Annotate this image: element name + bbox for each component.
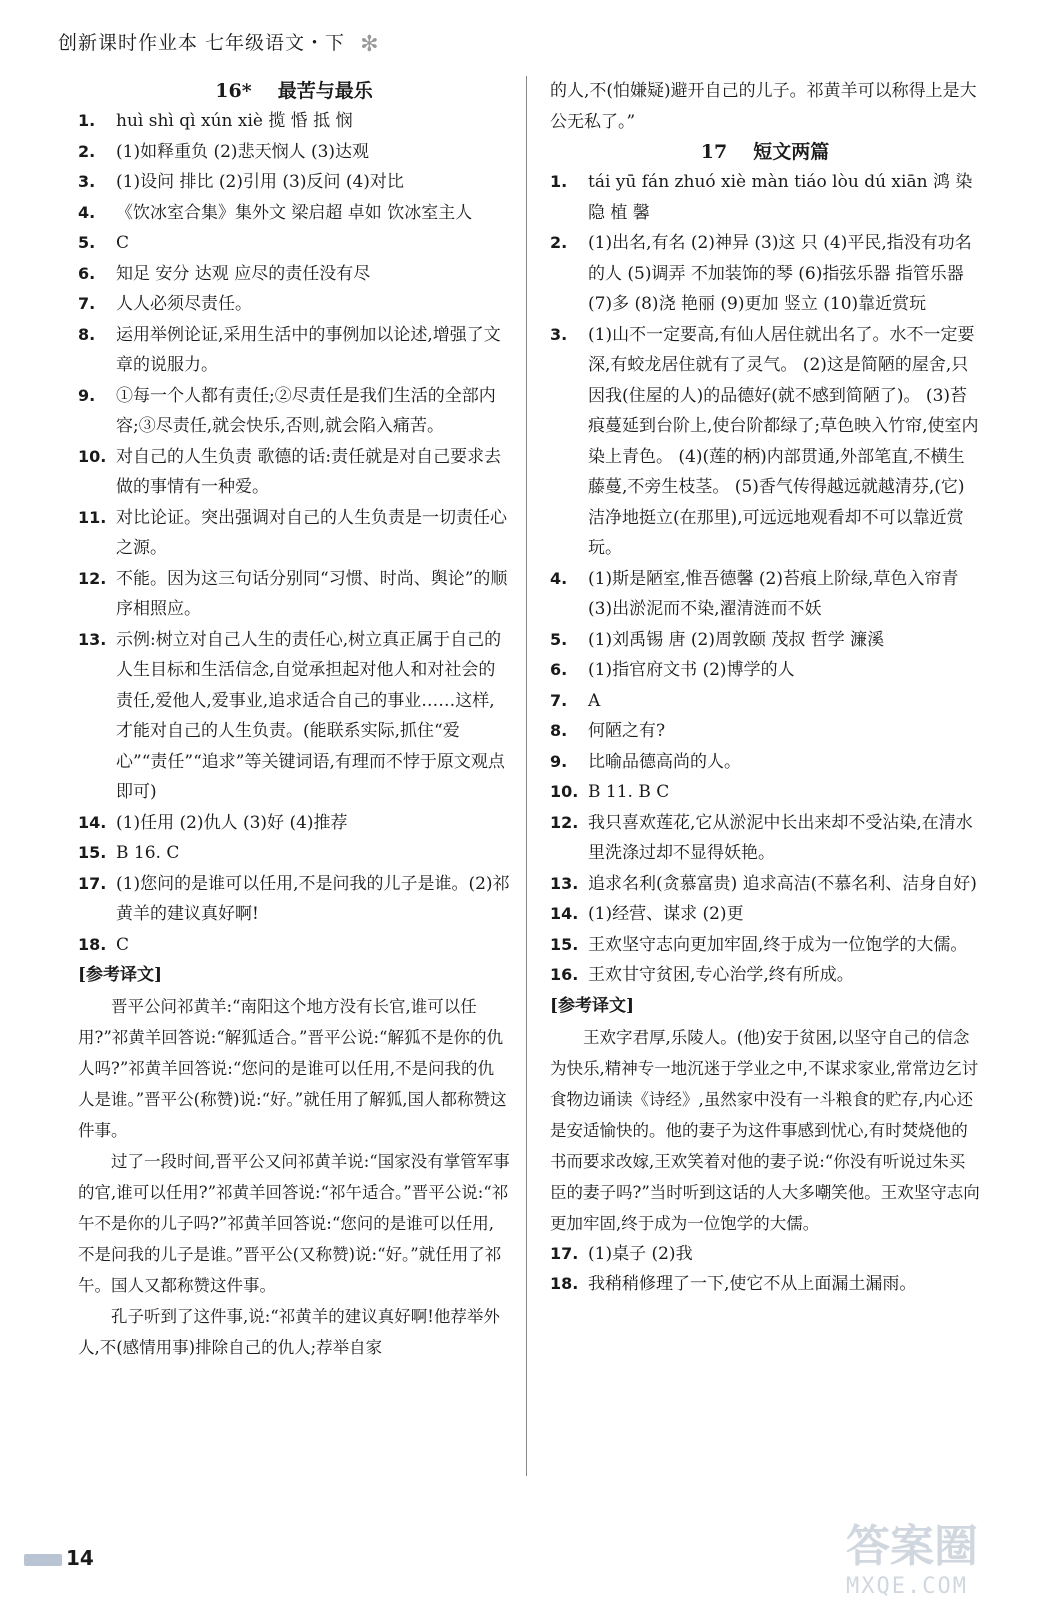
answer-item [78, 930, 510, 961]
reference-translation-heading: [参考译文] [78, 965, 163, 985]
answer-number: 18. [78, 934, 107, 954]
answer-text: (1)设问 排比 (2)引用 (3)反问 (4)对比 [116, 172, 404, 192]
right-answer-list-end [550, 1239, 980, 1300]
section-title: 最苦与最乐 [277, 80, 373, 102]
answer-text: (1)刘禹锡 唐 (2)周敦颐 茂叔 哲学 濂溪 [588, 629, 885, 650]
answer-text: 不能。因为这三句话分别同“习惯、时尚、舆论”的顺序相照应。 [116, 568, 508, 619]
answer-number: 1. [78, 111, 96, 130]
answer-number: 6. [78, 263, 96, 283]
answer-text: (1)桌子 (2)我 [588, 1243, 693, 1264]
answer-number: 11. [78, 507, 107, 527]
answer-text: 知足 安分 达观 应尽的责任没有尽 [116, 263, 371, 284]
answer-text: A [588, 690, 601, 711]
answer-number: 17. [78, 873, 107, 893]
answer-item [550, 167, 980, 228]
section-title: 短文两篇 [753, 141, 830, 163]
left-answer-list [78, 106, 510, 960]
answer-item [550, 747, 980, 778]
answer-item [550, 320, 980, 564]
section-number: 16* [215, 80, 252, 102]
answer-number: 9. [550, 751, 568, 771]
flower-ornament-icon: ✻ [360, 31, 380, 57]
answer-item [78, 137, 510, 168]
answer-text: (1)经营、谋求 (2)更 [588, 904, 744, 924]
answer-item [550, 930, 980, 961]
answer-number: 4. [550, 568, 568, 588]
answer-number: 4. [78, 202, 96, 222]
answer-number: 10. [78, 446, 107, 466]
answer-text: B 11. B C [588, 782, 670, 802]
answer-text: huì shì qì xún xiè 揽 惛 抵 悯 [116, 111, 353, 131]
answer-item [550, 960, 980, 991]
answer-text: 运用举例论证,采用生活中的事例加以论述,增强了文章的说服力。 [116, 324, 501, 375]
reference-paragraph: 孔子听到了这件事,说:“祁黄羊的建议真好啊!他荐举外人,不(感情用事)排除自己的仇人;荐举自家 [78, 1307, 500, 1357]
answer-number: 9. [78, 385, 96, 405]
answer-item [550, 686, 980, 717]
answer-item [78, 869, 510, 930]
answer-number: 12. [550, 812, 579, 832]
answer-item [78, 503, 510, 564]
answer-item [550, 899, 980, 930]
answer-item [550, 564, 980, 625]
answer-item [78, 442, 510, 503]
answer-item [78, 838, 510, 869]
answer-text: B 16. C [116, 843, 180, 863]
answer-item [78, 808, 510, 839]
continued-translation: 的人,不(怕嫌疑)避开自己的儿子。祁黄羊可以称得上是大公无私了。” [550, 81, 977, 132]
answer-text: 追求名利(贪慕富贵) 追求高洁(不慕名利、洁身自好) [588, 873, 977, 894]
right-answer-list [550, 167, 980, 991]
answer-text: (1)如释重负 (2)悲天悯人 (3)达观 [116, 141, 370, 162]
answer-number: 13. [78, 629, 107, 649]
answer-number: 13. [550, 873, 579, 893]
answer-item [78, 198, 510, 229]
answer-number: 16. [550, 965, 579, 984]
page-footer [24, 1546, 94, 1570]
answer-text: 何陋之有? [588, 721, 666, 741]
answer-text: 对自己的人生负责 歌德的话:责任就是对自己要求去做的事情有一种爱。 [116, 446, 502, 497]
reference-paragraph: 晋平公问祁黄羊:“南阳这个地方没有长官,谁可以任用?”祁黄羊回答说:“解狐适合。”晋平公说:“解狐不是你的仇人吗?”祁黄羊回答说:“您问的是谁可以任用,不是问我的仇人是谁。”晋平公(称赞)说:“好。”就任用了解狐,国人都称赞这件事。 [78, 997, 507, 1140]
answer-number: 5. [78, 233, 96, 252]
answer-text: tái yū fán zhuó xiè màn tiáo lòu dú xiān 鸿 染 隐 植 馨 [588, 172, 973, 223]
answer-item [550, 655, 980, 686]
answer-item [550, 716, 980, 747]
section-16-title [78, 76, 510, 106]
right-column [550, 76, 980, 1300]
answer-item [550, 228, 980, 320]
answer-text: 示例:树立对自己人生的责任心,树立真正属于自己的人生目标和生活信念,自觉承担起对他人和对社会的责任,爱他人,爱事业,追求适合自己的事业……这样,才能对自己的人生负责。(能联系实际,抓住“爱心”“责任”“追求”等关键词语,有理而不悖于原文观点即可) [116, 629, 505, 802]
answer-number: 6. [550, 660, 568, 679]
answer-item [78, 320, 510, 381]
answer-text: (1)指官府文书 (2)博学的人 [588, 660, 795, 680]
answer-item [550, 869, 980, 900]
answer-number: 14. [78, 812, 107, 832]
answer-text: 对比论证。突出强调对自己的人生负责是一切责任心之源。 [116, 507, 507, 558]
answer-item [78, 625, 510, 808]
answer-text: C [116, 934, 130, 955]
answer-text: 比喻品德高尚的人。 [588, 751, 741, 772]
answer-number: 3. [78, 172, 96, 191]
answer-number: 7. [550, 690, 568, 710]
answer-text: 王欢甘守贫困,专心治学,终有所成。 [588, 965, 854, 985]
answer-text: C [116, 233, 130, 253]
answer-number: 2. [78, 141, 96, 161]
header-title: 创新课时作业本 七年级语文・下 [58, 32, 346, 54]
section-number: 17 [700, 141, 728, 163]
answer-number: 17. [550, 1243, 579, 1263]
answer-text: ①每一个人都有责任;②尽责任是我们生活的全部内容;③尽责任,就会快乐,否则,就会陷入痛苦。 [116, 385, 496, 436]
answer-item [78, 167, 510, 198]
answer-number: 2. [550, 233, 568, 252]
reference-paragraph: 过了一段时间,晋平公又问祁黄羊说:“国家没有掌管军事的官,谁可以任用?”祁黄羊回答说:“祁午适合。”晋平公说:“祁午不是你的儿子吗?”祁黄羊回答说:“您问的是谁可以任用,不是问我的儿子是谁。”晋平公(又称赞)说:“好。”就任用了祁午。国人又都称赞这件事。 [78, 1152, 510, 1295]
answer-item [550, 625, 980, 656]
answer-number: 7. [78, 294, 96, 313]
answer-number: 8. [550, 721, 568, 740]
answer-number: 10. [550, 782, 579, 801]
answer-text: 我稍稍修理了一下,使它不从上面漏土漏雨。 [588, 1274, 917, 1294]
answer-item [78, 106, 510, 137]
answer-text: 人人必须尽责任。 [116, 294, 252, 314]
answer-number: 3. [550, 324, 568, 344]
answer-item [550, 1269, 980, 1300]
answer-text: (1)山不一定要高,有仙人居住就出名了。水不一定要深,有蛟龙居住就有了灵气。 (2)这是简陋的屋舍,只因我(住屋的人)的品德好(就不感到简陋了)。 (3)苔痕蔓延到台阶上,使台阶都绿了;草色映入竹帘,使室内染上青色。 (4)(莲的柄)内部贯通,外部笔直,不横生藤蔓,不旁生枝茎。 (5)香气传得越远就越清芬,(它)洁净地挺立(在那里),可远远地观看却不可以靠近赏玩。 [588, 324, 979, 558]
answer-item [550, 808, 980, 869]
answer-number: 5. [550, 629, 568, 649]
answer-text: (1)您问的是谁可以任用,不是问我的儿子是谁。(2)祁黄羊的建议真好啊! [116, 873, 510, 924]
column-divider [526, 76, 527, 1476]
answer-item [78, 381, 510, 442]
answer-number: 8. [78, 324, 96, 344]
reference-paragraph: 王欢字君厚,乐陵人。(他)安于贫困,以坚守自己的信念为快乐,精神专一地沉迷于学业之中,不谋求家业,常常边乞讨食物边诵读《诗经》,虽然家中没有一斗粮食的贮存,内心还是安适愉快的。他的妻子为这件事感到忧心,有时焚烧他的书而要求改嫁,王欢笑着对他的妻子说:“你没有听说过朱买臣的妻子吗?”当时听到这话的人大多嘲笑他。王欢坚守志向更加牢固,终于成为一位饱学的大儒。 [550, 1027, 980, 1233]
reference-translation-heading: [参考译文] [550, 995, 635, 1016]
answer-text: 我只喜欢莲花,它从淤泥中长出来却不受沾染,在清水里洗涤过却不显得妖艳。 [588, 812, 973, 863]
left-column [78, 76, 510, 1363]
answer-number: 12. [78, 568, 107, 588]
answer-item [550, 777, 980, 808]
answer-number: 1. [550, 172, 568, 191]
answer-text: 王欢坚守志向更加牢固,终于成为一位饱学的大儒。 [588, 934, 968, 955]
page-header [58, 28, 380, 57]
answer-number: 14. [550, 904, 579, 923]
answer-number: 15. [78, 843, 107, 862]
answer-item [78, 289, 510, 320]
answer-number: 15. [550, 934, 579, 954]
page-number: 14 [66, 1546, 94, 1570]
answer-text: 《饮冰室合集》集外文 梁启超 卓如 饮冰室主人 [116, 202, 473, 223]
answer-text: (1)任用 (2)仇人 (3)好 (4)推荐 [116, 812, 348, 833]
answer-number: 18. [550, 1274, 579, 1293]
answer-text: (1)出名,有名 (2)神异 (3)这 只 (4)平民,指没有功名的人 (5)调弄 不加装饰的琴 (6)指弦乐器 指管乐器 (7)多 (8)浇 艳丽 (9)更加 竖立 (10)靠近赏玩 [588, 233, 972, 314]
answer-item [78, 259, 510, 290]
arrow-bar-icon [24, 1554, 62, 1566]
section-17-title [550, 137, 980, 167]
answer-text: (1)斯是陋室,惟吾德馨 (2)苔痕上阶绿,草色入帘青 (3)出淤泥而不染,濯清涟而不妖 [588, 568, 959, 619]
answer-item [78, 228, 510, 259]
answer-item [78, 564, 510, 625]
answer-item [550, 1239, 980, 1270]
watermark-logo: 答案圈 MXQE.COM [846, 1521, 978, 1599]
